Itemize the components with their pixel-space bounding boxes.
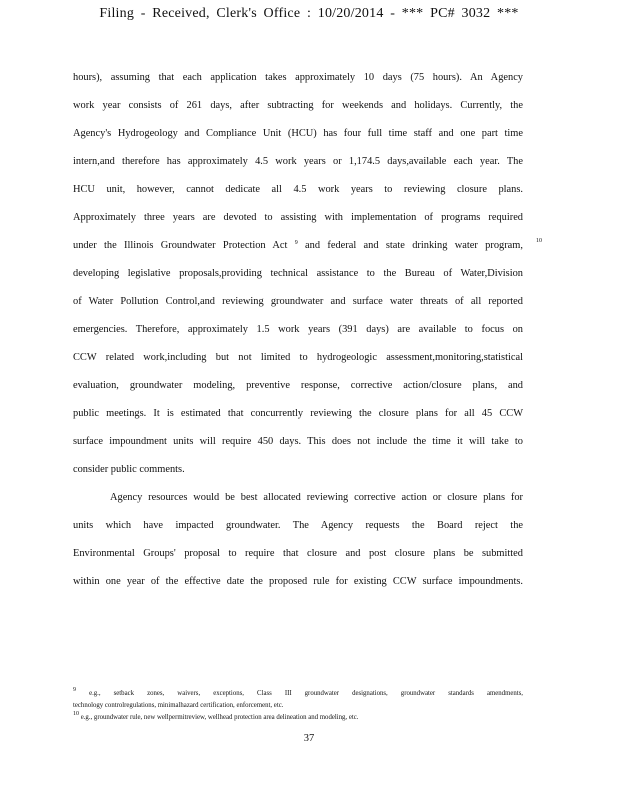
body-line: Agency's Hydrogeology and Compliance Unit (HCU) has four full time staff and one part time (73, 128, 523, 139)
body-line: work year consists of 261 days, after subtracting for weekends and holidays. Currently, the (73, 100, 523, 111)
footnote-9-continued: technology controlregulations, minimalhazard certification, enforcement, etc. (73, 702, 284, 709)
body-line-with-footnote (73, 240, 523, 251)
body-line: developing legislative proposals,providing technical assistance to the Bureau of Water,Division (73, 268, 523, 279)
footnote-ref-9: 9 (294, 240, 298, 246)
body-line: hours), assuming that each application takes approximately 10 days (75 hours). An Agency (73, 72, 523, 83)
footnote-text: e.g., setback zones, waivers, exceptions, Class III groundwater designations, groundwater standards amendments, (89, 690, 523, 697)
footnote-number: 10 (73, 711, 79, 717)
footnote-9 (73, 687, 523, 697)
footnote-text: e.g., groundwater rule, new wellpermitreview, wellhead protection area delineation and modeling, etc. (80, 714, 359, 721)
body-line: intern,and therefore has approximately 4.5 work years or 1,174.5 days,available each year. The (73, 156, 523, 167)
footnote-number: 9 (73, 687, 76, 693)
footnote-ref-10: 10 (536, 238, 542, 244)
body-line: HCU unit, however, cannot dedicate all 4.5 work years to reviewing closure plans. (73, 184, 523, 195)
filing-header: Filing - Received, Clerk's Office : 10/20/2014 - *** PC# 3032 *** (99, 6, 519, 21)
body-line: Environmental Groups' proposal to require that closure and post closure plans be submitted (73, 548, 523, 559)
body-line: emergencies. Therefore, approximately 1.5 work years (391 days) are available to focus on (73, 324, 523, 335)
body-text: under the Illinois Groundwater Protection Act (73, 240, 288, 251)
body-line: units which have impacted groundwater. The Agency requests the Board reject the (73, 520, 523, 531)
body-line: consider public comments. (73, 464, 185, 475)
body-line: public meetings. It is estimated that concurrently reviewing the closure plans for all 45 CCW (73, 408, 523, 419)
body-text: and federal and state drinking water program, (305, 240, 523, 251)
footnote-10 (73, 711, 359, 721)
body-line: within one year of the effective date the proposed rule for existing CCW surface impoundments. (73, 576, 523, 587)
body-line: CCW related work,including but not limited to hydrogeologic assessment,monitoring,statistical (73, 352, 523, 363)
body-line: Approximately three years are devoted to assisting with implementation of programs required (73, 212, 523, 223)
body-line: of Water Pollution Control,and reviewing groundwater and surface water threats of all reported (73, 296, 523, 307)
body-line: Agency resources would be best allocated reviewing corrective action or closure plans for (110, 492, 523, 503)
page-number: 37 (303, 733, 315, 744)
body-line: surface impoundment units will require 450 days. This does not include the time it will take to (73, 436, 523, 447)
body-line: evaluation, groundwater modeling, preventive response, corrective action/closure plans, and (73, 380, 523, 391)
